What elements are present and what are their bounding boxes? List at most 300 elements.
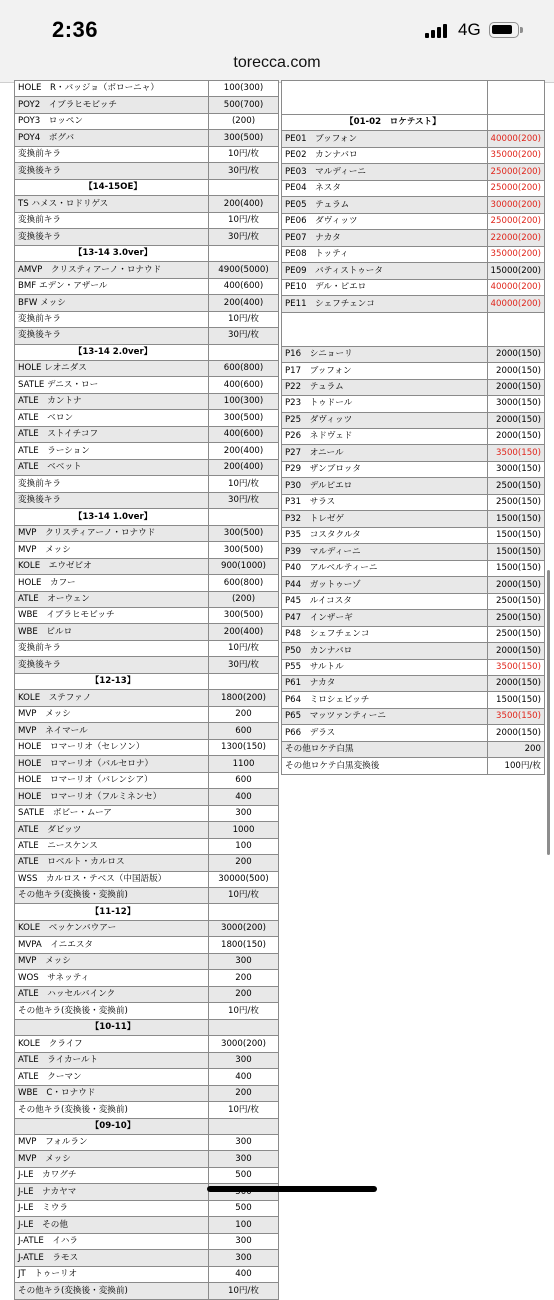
card-name: P66 デラス bbox=[282, 725, 488, 741]
price-table-left bbox=[14, 80, 279, 1300]
card-price: 35000(200) bbox=[488, 147, 545, 163]
card-price: 3500(150) bbox=[488, 659, 545, 675]
card-price bbox=[488, 115, 545, 131]
table-row bbox=[15, 1085, 279, 1101]
card-name: AMVP クリスティアーノ・ロナウド bbox=[15, 262, 209, 278]
card-price: 3000(150) bbox=[488, 461, 545, 477]
table-row bbox=[282, 676, 545, 692]
table-row bbox=[282, 396, 545, 412]
table-row bbox=[15, 772, 279, 788]
table-row bbox=[15, 229, 279, 245]
card-name: 変換後キラ bbox=[15, 163, 209, 179]
table-row bbox=[282, 593, 545, 609]
table-row bbox=[15, 1217, 279, 1233]
status-time: 2:36 bbox=[52, 17, 99, 42]
card-name: P65 マッツァンティーニ bbox=[282, 708, 488, 724]
card-price: 1500(150) bbox=[488, 527, 545, 543]
card-price: 500 bbox=[209, 1200, 279, 1216]
table-row bbox=[282, 478, 545, 494]
table-row bbox=[15, 640, 279, 656]
card-name: MVP メッシ bbox=[15, 542, 209, 558]
card-name: P30 デルピエロ bbox=[282, 478, 488, 494]
table-row bbox=[15, 706, 279, 722]
card-name: MVP ネイマール bbox=[15, 723, 209, 739]
card-name: その他ロケテ白黒 bbox=[282, 741, 488, 757]
table-row bbox=[15, 295, 279, 311]
card-name: P16 シニョーリ bbox=[282, 346, 488, 362]
card-name: HOLE ロマーリオ（バルセロナ） bbox=[15, 756, 209, 772]
card-price: 2000(150) bbox=[488, 363, 545, 379]
card-price: 2000(150) bbox=[488, 725, 545, 741]
section-header-row bbox=[15, 673, 279, 689]
card-price: 600(800) bbox=[209, 360, 279, 376]
card-name: ATLE クーマン bbox=[15, 1069, 209, 1085]
card-price: 2000(150) bbox=[488, 379, 545, 395]
table-row bbox=[15, 311, 279, 327]
card-price: 400 bbox=[209, 1069, 279, 1085]
table-row bbox=[15, 426, 279, 442]
section-header-row bbox=[15, 179, 279, 195]
card-price: 100 bbox=[209, 838, 279, 854]
table-row bbox=[282, 577, 545, 593]
section-title: 【10-11】 bbox=[15, 1019, 209, 1035]
card-name: PE06 ダヴィッツ bbox=[282, 213, 488, 229]
card-price: 100(300) bbox=[209, 393, 279, 409]
card-name: P27 オニール bbox=[282, 445, 488, 461]
card-name: POY3 ロッペン bbox=[15, 113, 209, 129]
table-row bbox=[282, 544, 545, 560]
table-row bbox=[15, 542, 279, 558]
card-price: 1500(150) bbox=[488, 692, 545, 708]
table-row bbox=[15, 887, 279, 903]
card-name: J-ATLE イハラ bbox=[15, 1233, 209, 1249]
table-row bbox=[15, 212, 279, 228]
card-price bbox=[209, 245, 279, 261]
card-name: KOLE ベッケンバウアー bbox=[15, 920, 209, 936]
table-row bbox=[15, 920, 279, 936]
table-row bbox=[282, 346, 545, 362]
section-title: 【01-02 ロケテスト】 bbox=[282, 115, 488, 131]
card-name: PE01 ブッフォン bbox=[282, 131, 488, 147]
card-price: 100円/枚 bbox=[488, 758, 545, 774]
card-name: 変換後キラ bbox=[15, 657, 209, 673]
card-name: PE09 バティストゥータ bbox=[282, 263, 488, 279]
table-row bbox=[282, 659, 545, 675]
card-price: 3500(150) bbox=[488, 445, 545, 461]
card-price: 25000(200) bbox=[488, 213, 545, 229]
card-price: 2000(150) bbox=[488, 577, 545, 593]
table-row bbox=[15, 608, 279, 624]
card-price: 300 bbox=[209, 805, 279, 821]
card-price bbox=[209, 344, 279, 360]
table-row bbox=[15, 970, 279, 986]
card-price: 2000(150) bbox=[488, 643, 545, 659]
card-price: 200 bbox=[488, 741, 545, 757]
section-header-row bbox=[15, 1019, 279, 1035]
card-name: BFW メッシ bbox=[15, 295, 209, 311]
card-name: その他キラ(変換後・変換前) bbox=[15, 887, 209, 903]
card-name: その他ロケテ白黒変換後 bbox=[282, 758, 488, 774]
card-price: 200 bbox=[209, 706, 279, 722]
card-price: 10円/枚 bbox=[209, 640, 279, 656]
card-name: PE03 マルディーニ bbox=[282, 164, 488, 180]
card-price: 600 bbox=[209, 723, 279, 739]
table-row bbox=[15, 838, 279, 854]
card-name: PE07 ナカタ bbox=[282, 230, 488, 246]
card-name: P61 ナカタ bbox=[282, 676, 488, 692]
table-row bbox=[15, 377, 279, 393]
table-row bbox=[15, 575, 279, 591]
card-name: 変換前キラ bbox=[15, 476, 209, 492]
card-price: 10円/枚 bbox=[209, 1102, 279, 1118]
table-row bbox=[15, 410, 279, 426]
card-price: 200 bbox=[209, 1085, 279, 1101]
card-price: 10円/枚 bbox=[209, 476, 279, 492]
table-row bbox=[15, 937, 279, 953]
card-name: KOLE クライフ bbox=[15, 1036, 209, 1052]
card-name: POY4 ボグバ bbox=[15, 130, 209, 146]
table-row bbox=[282, 81, 545, 115]
table-row bbox=[15, 591, 279, 607]
section-header-row bbox=[15, 344, 279, 360]
card-price: 500(700) bbox=[209, 97, 279, 113]
table-row bbox=[282, 412, 545, 428]
card-price: 300 bbox=[209, 1052, 279, 1068]
card-price: 10円/枚 bbox=[209, 212, 279, 228]
card-price: 25000(200) bbox=[488, 164, 545, 180]
section-title: 【12-13】 bbox=[15, 673, 209, 689]
card-name: ATLE ベベット bbox=[15, 459, 209, 475]
card-name: HOLE ロマーリオ（セレソン） bbox=[15, 739, 209, 755]
card-price: 30円/枚 bbox=[209, 229, 279, 245]
table-row bbox=[15, 476, 279, 492]
card-name: SATLE ボビー・ムーア bbox=[15, 805, 209, 821]
card-name bbox=[282, 81, 488, 115]
table-row bbox=[15, 1266, 279, 1282]
card-price: 200(400) bbox=[209, 624, 279, 640]
card-name: J-ATLE ラモス bbox=[15, 1250, 209, 1266]
table-row bbox=[15, 262, 279, 278]
card-price: 1300(150) bbox=[209, 739, 279, 755]
card-name: BMF エデン・アザール bbox=[15, 278, 209, 294]
card-name: WSS カルロス・テベス（中国語版） bbox=[15, 871, 209, 887]
section-header-row bbox=[282, 115, 545, 131]
card-name: P31 サラス bbox=[282, 494, 488, 510]
card-price: 3000(150) bbox=[488, 396, 545, 412]
price-table-right bbox=[281, 80, 545, 775]
card-name: WBE C・ロナウド bbox=[15, 1085, 209, 1101]
table-row bbox=[15, 624, 279, 640]
table-row bbox=[15, 1233, 279, 1249]
table-row bbox=[15, 492, 279, 508]
table-row bbox=[282, 461, 545, 477]
card-price: 40000(200) bbox=[488, 279, 545, 295]
card-name: PE02 カンナバロ bbox=[282, 147, 488, 163]
card-name bbox=[282, 312, 488, 346]
table-row bbox=[15, 459, 279, 475]
card-price: 300 bbox=[209, 953, 279, 969]
card-price: 600 bbox=[209, 772, 279, 788]
table-row bbox=[15, 822, 279, 838]
table-row bbox=[282, 246, 545, 262]
battery-level bbox=[492, 25, 512, 34]
card-name: J-LE ミウラ bbox=[15, 1200, 209, 1216]
card-price: 200 bbox=[209, 986, 279, 1002]
table-row bbox=[282, 279, 545, 295]
card-name: WOS サネッティ bbox=[15, 970, 209, 986]
card-price: 300 bbox=[209, 1233, 279, 1249]
card-price: 1100 bbox=[209, 756, 279, 772]
card-name: JT トゥーリオ bbox=[15, 1266, 209, 1282]
table-row bbox=[282, 643, 545, 659]
card-name: HOLE R・バッジョ（ボローニャ） bbox=[15, 81, 209, 97]
card-price: 2000(150) bbox=[488, 412, 545, 428]
battery-icon bbox=[489, 22, 519, 38]
card-name: 変換前キラ bbox=[15, 640, 209, 656]
section-title: 【13-14 2.0ver】 bbox=[15, 344, 209, 360]
card-price: 30円/枚 bbox=[209, 657, 279, 673]
table-row bbox=[282, 312, 545, 346]
card-price: (200) bbox=[209, 591, 279, 607]
table-row bbox=[282, 197, 545, 213]
card-name: MVP クリスティアーノ・ロナウド bbox=[15, 525, 209, 541]
card-price: 30円/枚 bbox=[209, 163, 279, 179]
card-name: P32 トレゼゲ bbox=[282, 511, 488, 527]
card-price: 200(400) bbox=[209, 443, 279, 459]
card-price bbox=[209, 904, 279, 920]
card-price: 2000(150) bbox=[488, 428, 545, 444]
card-name: その他キラ(変換後・変換前) bbox=[15, 1102, 209, 1118]
table-row bbox=[282, 527, 545, 543]
card-price: 200 bbox=[209, 970, 279, 986]
table-row bbox=[282, 213, 545, 229]
card-name: P35 コスタクルタ bbox=[282, 527, 488, 543]
table-row bbox=[15, 1003, 279, 1019]
card-price: 400(600) bbox=[209, 426, 279, 442]
card-name: PE11 シェフチェンコ bbox=[282, 296, 488, 312]
card-price: 2500(150) bbox=[488, 626, 545, 642]
table-row bbox=[15, 393, 279, 409]
card-price: 300 bbox=[209, 1151, 279, 1167]
card-name: 変換後キラ bbox=[15, 328, 209, 344]
card-name: MVP メッシ bbox=[15, 953, 209, 969]
card-name: ATLE カントナ bbox=[15, 393, 209, 409]
table-row bbox=[15, 805, 279, 821]
cellular-signal-icon bbox=[425, 24, 451, 38]
card-price: 300(500) bbox=[209, 608, 279, 624]
table-row bbox=[15, 113, 279, 129]
table-row bbox=[282, 741, 545, 757]
card-price bbox=[209, 1019, 279, 1035]
card-price: 200(400) bbox=[209, 295, 279, 311]
table-row bbox=[15, 855, 279, 871]
card-name: P40 アルベルティーニ bbox=[282, 560, 488, 576]
url-text[interactable]: torecca.com bbox=[233, 54, 321, 71]
card-price: 10円/枚 bbox=[209, 311, 279, 327]
table-row bbox=[15, 328, 279, 344]
card-price: 1000 bbox=[209, 822, 279, 838]
table-row bbox=[282, 230, 545, 246]
card-name: WBE ビルロ bbox=[15, 624, 209, 640]
table-row bbox=[282, 164, 545, 180]
card-price: 1800(150) bbox=[209, 937, 279, 953]
card-name: PE04 ネスタ bbox=[282, 180, 488, 196]
card-price: 40000(200) bbox=[488, 296, 545, 312]
card-price bbox=[209, 509, 279, 525]
section-header-row bbox=[15, 509, 279, 525]
table-row bbox=[282, 363, 545, 379]
card-price bbox=[209, 1118, 279, 1134]
card-price: 300(500) bbox=[209, 130, 279, 146]
card-name: ATLE ハッセルバインク bbox=[15, 986, 209, 1002]
card-name: ATLE ベロン bbox=[15, 410, 209, 426]
table-row bbox=[15, 196, 279, 212]
card-price: 100 bbox=[209, 1217, 279, 1233]
card-price: 3000(200) bbox=[209, 920, 279, 936]
card-name: MVP メッシ bbox=[15, 1151, 209, 1167]
card-price: 1800(200) bbox=[209, 690, 279, 706]
table-row bbox=[15, 130, 279, 146]
table-row bbox=[282, 692, 545, 708]
table-row bbox=[282, 147, 545, 163]
card-name: ATLE ダビッツ bbox=[15, 822, 209, 838]
card-price bbox=[209, 179, 279, 195]
card-price: 300 bbox=[209, 1135, 279, 1151]
card-name: ATLE オーウェン bbox=[15, 591, 209, 607]
table-row bbox=[15, 146, 279, 162]
card-name: P23 トゥドール bbox=[282, 396, 488, 412]
table-row bbox=[15, 1052, 279, 1068]
card-name: 変換後キラ bbox=[15, 229, 209, 245]
card-name: WBE イブラヒモビッチ bbox=[15, 608, 209, 624]
table-row bbox=[15, 525, 279, 541]
card-name: SATLE デニス・ロー bbox=[15, 377, 209, 393]
table-row bbox=[15, 871, 279, 887]
card-name: P17 ブッフォン bbox=[282, 363, 488, 379]
table-row bbox=[282, 379, 545, 395]
section-title: 【13-14 1.0ver】 bbox=[15, 509, 209, 525]
section-title: 【14-15OE】 bbox=[15, 179, 209, 195]
table-row bbox=[15, 1283, 279, 1299]
card-name: PE08 トッティ bbox=[282, 246, 488, 262]
card-name: P48 シェフチェンコ bbox=[282, 626, 488, 642]
card-price: 300 bbox=[209, 1250, 279, 1266]
card-name: HOLE ロマーリオ（バレンシア） bbox=[15, 772, 209, 788]
card-name: HOLE カフー bbox=[15, 575, 209, 591]
card-name: 変換前キラ bbox=[15, 311, 209, 327]
section-header-row bbox=[15, 245, 279, 261]
section-title: 【13-14 3.0ver】 bbox=[15, 245, 209, 261]
card-name: J-LE その他 bbox=[15, 1217, 209, 1233]
card-price: 400 bbox=[209, 789, 279, 805]
card-name: POY2 イブラヒモビッチ bbox=[15, 97, 209, 113]
card-name: KOLE ステファノ bbox=[15, 690, 209, 706]
card-price bbox=[488, 81, 545, 115]
network-type: 4G bbox=[458, 20, 481, 39]
card-price: 3000(200) bbox=[209, 1036, 279, 1052]
card-price: 22000(200) bbox=[488, 230, 545, 246]
card-name: HOLE レオニダス bbox=[15, 360, 209, 376]
table-row bbox=[282, 445, 545, 461]
card-price: 30円/枚 bbox=[209, 492, 279, 508]
card-price: 10円/枚 bbox=[209, 1003, 279, 1019]
table-row bbox=[15, 278, 279, 294]
table-row bbox=[15, 1167, 279, 1183]
card-price: 300(500) bbox=[209, 525, 279, 541]
card-price: 1500(150) bbox=[488, 544, 545, 560]
table-row bbox=[282, 494, 545, 510]
card-name: P29 ザンブロッタ bbox=[282, 461, 488, 477]
card-price: 300(500) bbox=[209, 542, 279, 558]
table-row bbox=[15, 97, 279, 113]
card-price: 1500(150) bbox=[488, 511, 545, 527]
card-name: MVP メッシ bbox=[15, 706, 209, 722]
card-name: P44 ガットゥーゾ bbox=[282, 577, 488, 593]
table-row bbox=[282, 610, 545, 626]
card-price: 200(400) bbox=[209, 459, 279, 475]
card-price: 2500(150) bbox=[488, 494, 545, 510]
card-price: 30円/枚 bbox=[209, 328, 279, 344]
card-price: 35000(200) bbox=[488, 246, 545, 262]
card-name: P39 マルディーニ bbox=[282, 544, 488, 560]
card-name: MVP フォルラン bbox=[15, 1135, 209, 1151]
card-price: 2500(150) bbox=[488, 478, 545, 494]
section-title: 【09-10】 bbox=[15, 1118, 209, 1134]
table-row bbox=[15, 1250, 279, 1266]
card-name: P45 ルイコスタ bbox=[282, 593, 488, 609]
card-price: 300(500) bbox=[209, 410, 279, 426]
table-row bbox=[282, 511, 545, 527]
card-name: 変換前キラ bbox=[15, 212, 209, 228]
card-price: 200 bbox=[209, 855, 279, 871]
table-row bbox=[15, 1200, 279, 1216]
card-name: PE10 デル・ピエロ bbox=[282, 279, 488, 295]
card-name: HOLE ロマーリオ（フルミネンセ） bbox=[15, 789, 209, 805]
status-bar bbox=[0, 0, 554, 50]
card-price: 10円/枚 bbox=[209, 1283, 279, 1299]
browser-address-bar[interactable] bbox=[0, 50, 554, 83]
table-row bbox=[15, 756, 279, 772]
card-price: 600(800) bbox=[209, 575, 279, 591]
card-price: 10円/枚 bbox=[209, 146, 279, 162]
card-name: ATLE ストイチコフ bbox=[15, 426, 209, 442]
card-price bbox=[488, 312, 545, 346]
card-price: 10円/枚 bbox=[209, 887, 279, 903]
table-row bbox=[15, 789, 279, 805]
table-row bbox=[15, 1151, 279, 1167]
table-row bbox=[15, 558, 279, 574]
card-price: 30000(500) bbox=[209, 871, 279, 887]
home-indicator[interactable] bbox=[207, 1186, 377, 1192]
table-row bbox=[282, 131, 545, 147]
card-price: 25000(200) bbox=[488, 180, 545, 196]
card-price: 30000(200) bbox=[488, 197, 545, 213]
table-row bbox=[282, 263, 545, 279]
card-price bbox=[209, 673, 279, 689]
page-scrollbar[interactable] bbox=[547, 570, 550, 855]
table-row bbox=[15, 1036, 279, 1052]
table-row bbox=[15, 1069, 279, 1085]
section-title: 【11-12】 bbox=[15, 904, 209, 920]
card-name: MVPA イニエスタ bbox=[15, 937, 209, 953]
card-name: P55 サルトル bbox=[282, 659, 488, 675]
card-name: 変換前キラ bbox=[15, 146, 209, 162]
card-price: 15000(200) bbox=[488, 263, 545, 279]
card-name: P64 ミロシェビッチ bbox=[282, 692, 488, 708]
card-price: (200) bbox=[209, 113, 279, 129]
table-row bbox=[15, 986, 279, 1002]
card-name: ATLE ラーション bbox=[15, 443, 209, 459]
